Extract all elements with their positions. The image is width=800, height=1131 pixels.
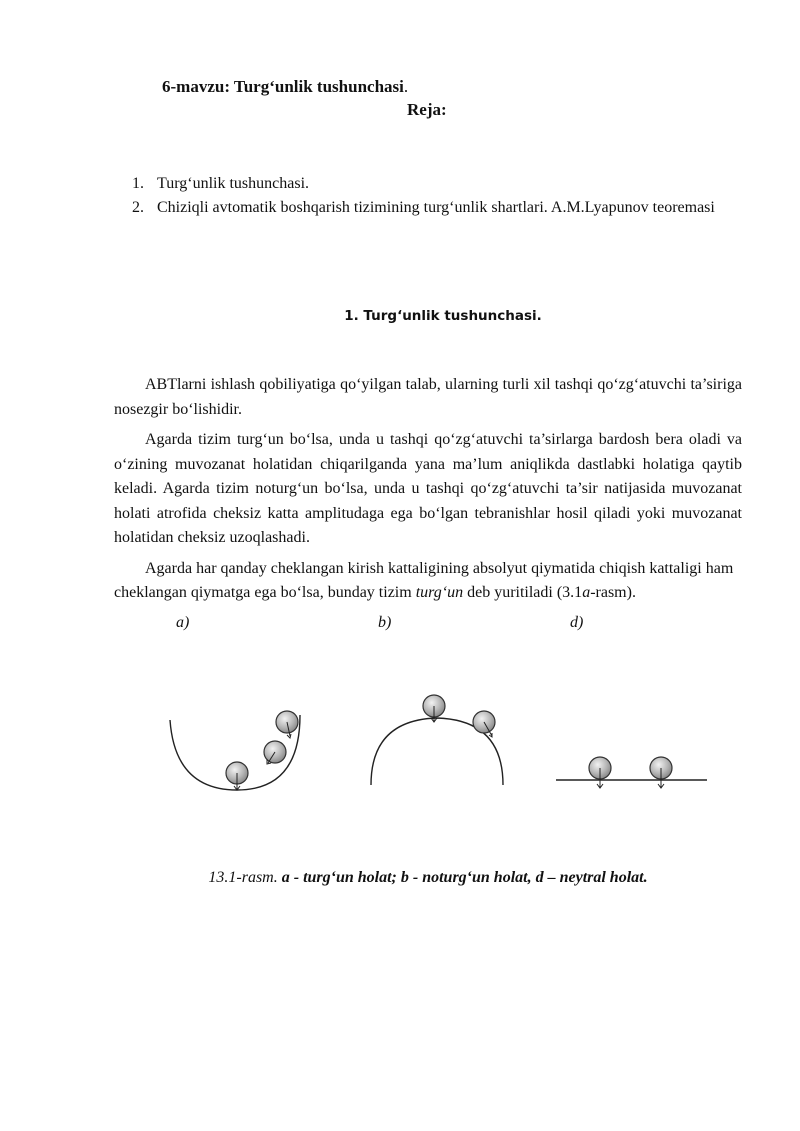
figure-caption: 13.1-rasm. a - turg‘un holat; b - noturg‘un holat, d – neytral holat.: [208, 869, 648, 886]
list-item-number: 2.: [132, 199, 144, 216]
paragraph: Agarda tizim turg‘un bo‘lsa, unda u tashqi qo‘zg‘atuvchi ta’sirlarga bardosh bera oladi va o‘zining muvozanat holatidan chiqarilganda yana ma’lum aniqlikda dastlabki holatiga qaytib keladi. Agarda tizim noturg‘un bo‘lsa, unda u tashqi qo‘zg‘atuvchi ta’sir natijasida muvozanat holati atrofida cheksiz katta amplitudaga ega bo‘lgan tebranishlar hosil qiladi yoki muvozanat holatidan cheksiz uzoqlashadi.: [114, 431, 742, 546]
ball-icon: [473, 711, 495, 737]
section-heading: 1. Turg‘unlik tushunchasi.: [344, 308, 542, 324]
ball-icon: [589, 757, 611, 788]
figure-label-b: b): [378, 614, 392, 631]
list-item-number: 1.: [132, 175, 144, 192]
figure-label-a: a): [176, 614, 190, 631]
paragraph: Agarda har qanday cheklangan kirish kattaligining absolyut qiymatida chiqish kattaligi ham cheklangan qiymatga ega bo‘lsa, bunday tizim turg‘un deb yuritiladi (3.1a-rasm).: [114, 559, 734, 601]
stability-figure: [150, 680, 720, 800]
body-text: [114, 373, 742, 612]
list-item-text: Turg‘unlik tushunchasi.: [157, 175, 310, 192]
paragraph: ABTlarni ishlash qobiliyatiga qo‘yilgan talab, ularning turli xil tashqi qo‘zg‘atuvchi ta’siriga nosezgir bo‘lishidir.: [114, 376, 742, 418]
figure-label-d: d): [570, 614, 584, 631]
ball-icon: [276, 711, 298, 738]
ball-icon: [650, 757, 672, 788]
list-item: [132, 196, 744, 220]
ball-icon: [226, 762, 248, 790]
plan-list: [132, 172, 744, 220]
list-item: [132, 172, 744, 196]
list-item-text: Chiziqli avtomatik boshqarish tizimining turg‘unlik shartlari. A.M.Lyapunov teoremasi: [157, 199, 715, 216]
ball-icon: [264, 741, 286, 764]
plan-title: Reja:: [407, 100, 447, 119]
topic-title: 6-mavzu: Turg‘unlik tushunchasi.: [162, 77, 409, 96]
